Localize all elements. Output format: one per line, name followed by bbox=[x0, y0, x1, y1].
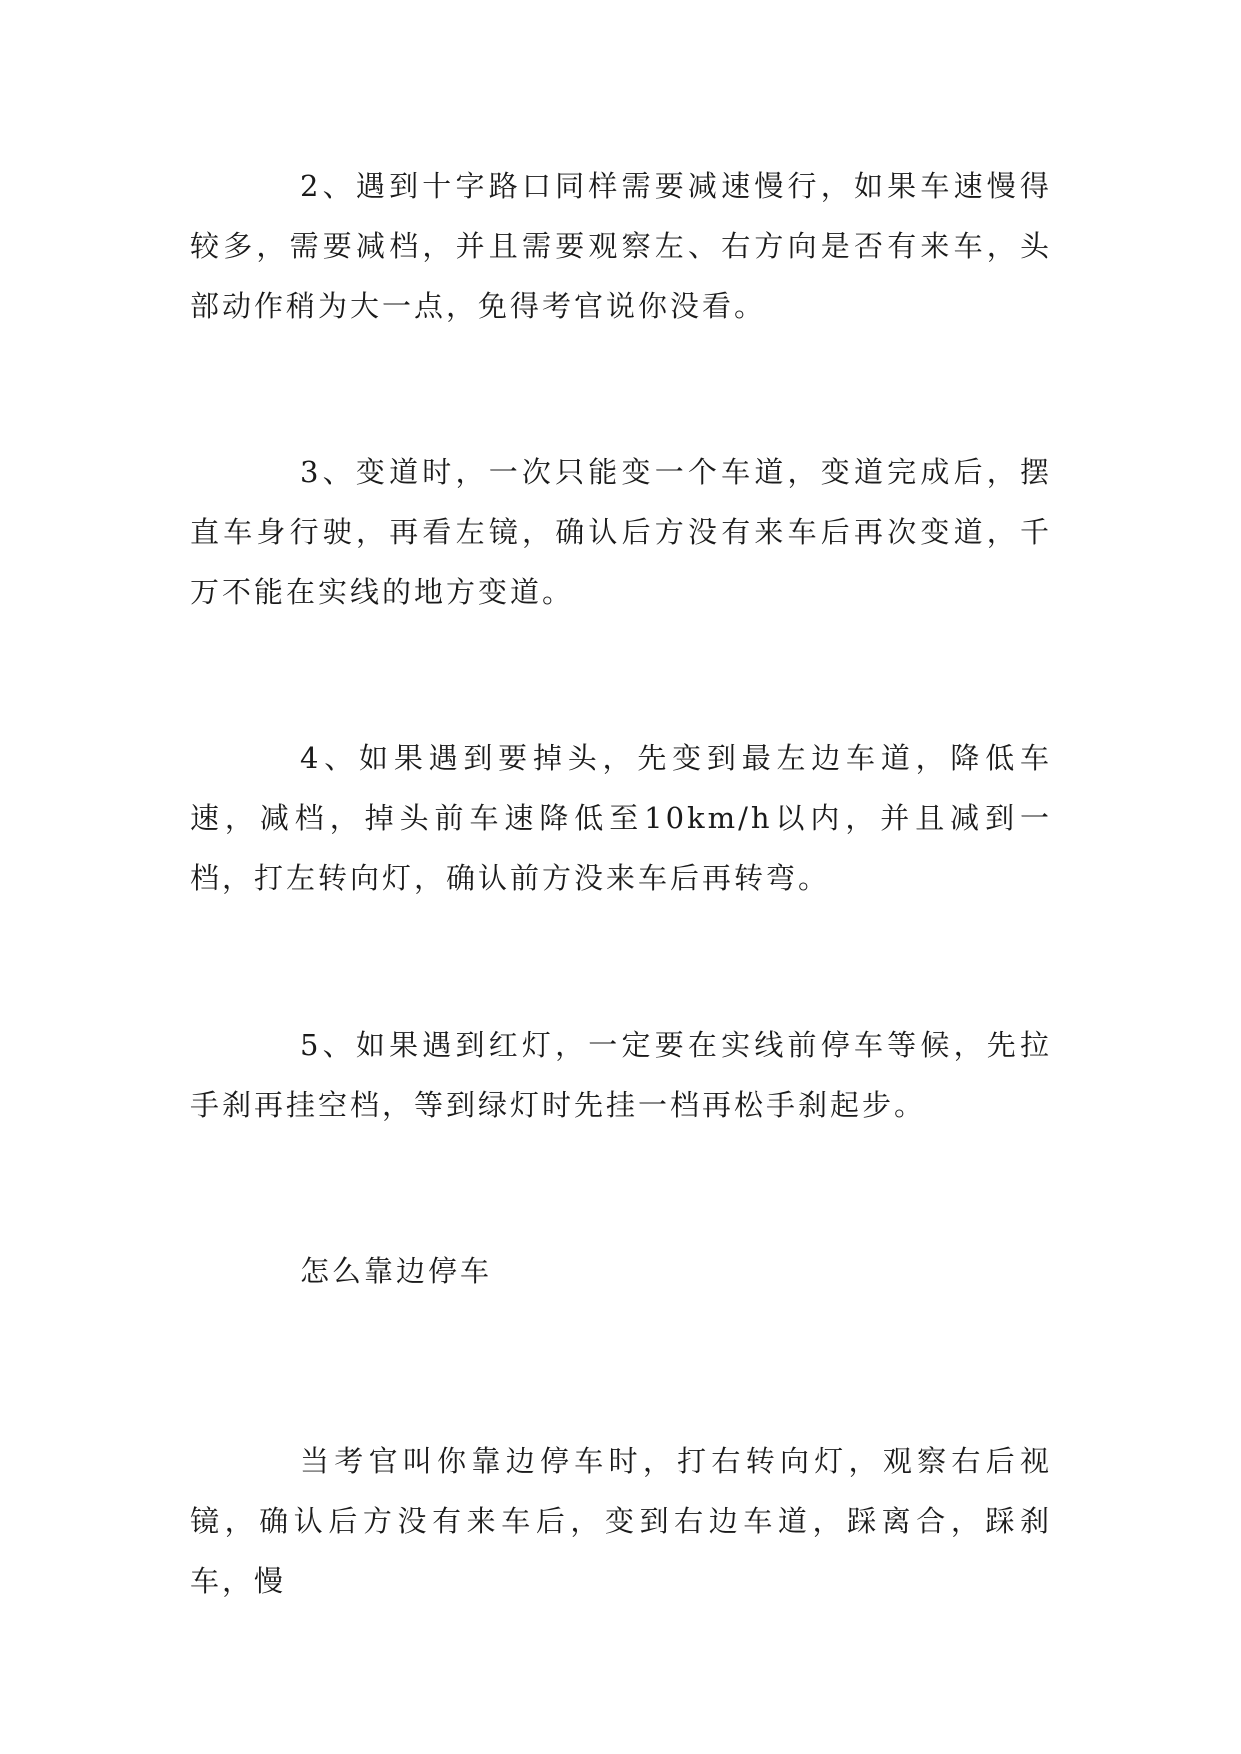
paragraph-pull-over: 当考官叫你靠边停车时，打右转向灯，观察右后视镜，确认后方没有来车后，变到右边车道，踩离合，踩刹车，慢 bbox=[190, 1444, 1052, 1598]
section-heading: 怎么靠边停车 bbox=[300, 1254, 493, 1288]
paragraph-intersection: 2、遇到十字路口同样需要减速慢行，如果车速慢得较多，需要减档，并且需要观察左、右方向是否有来车，头部动作稍为大一点，免得考官说你没看。 bbox=[190, 169, 1052, 323]
paragraph-red-light: 5、如果遇到红灯，一定要在实线前停车等候，先拉手刹再挂空档，等到绿灯时先挂一档再松手刹起步。 bbox=[190, 1028, 1052, 1122]
paragraph-lane-change: 3、变道时，一次只能变一个车道，变道完成后，摆直车身行驶，再看左镜，确认后方没有来车后再次变道，千万不能在实线的地方变道。 bbox=[190, 455, 1052, 609]
paragraph-u-turn: 4、如果遇到要掉头，先变到最左边车道，降低车速，减档，掉头前车速降低至10km/h以内，并且减到一档，打左转向灯，确认前方没来车后再转弯。 bbox=[190, 741, 1052, 895]
